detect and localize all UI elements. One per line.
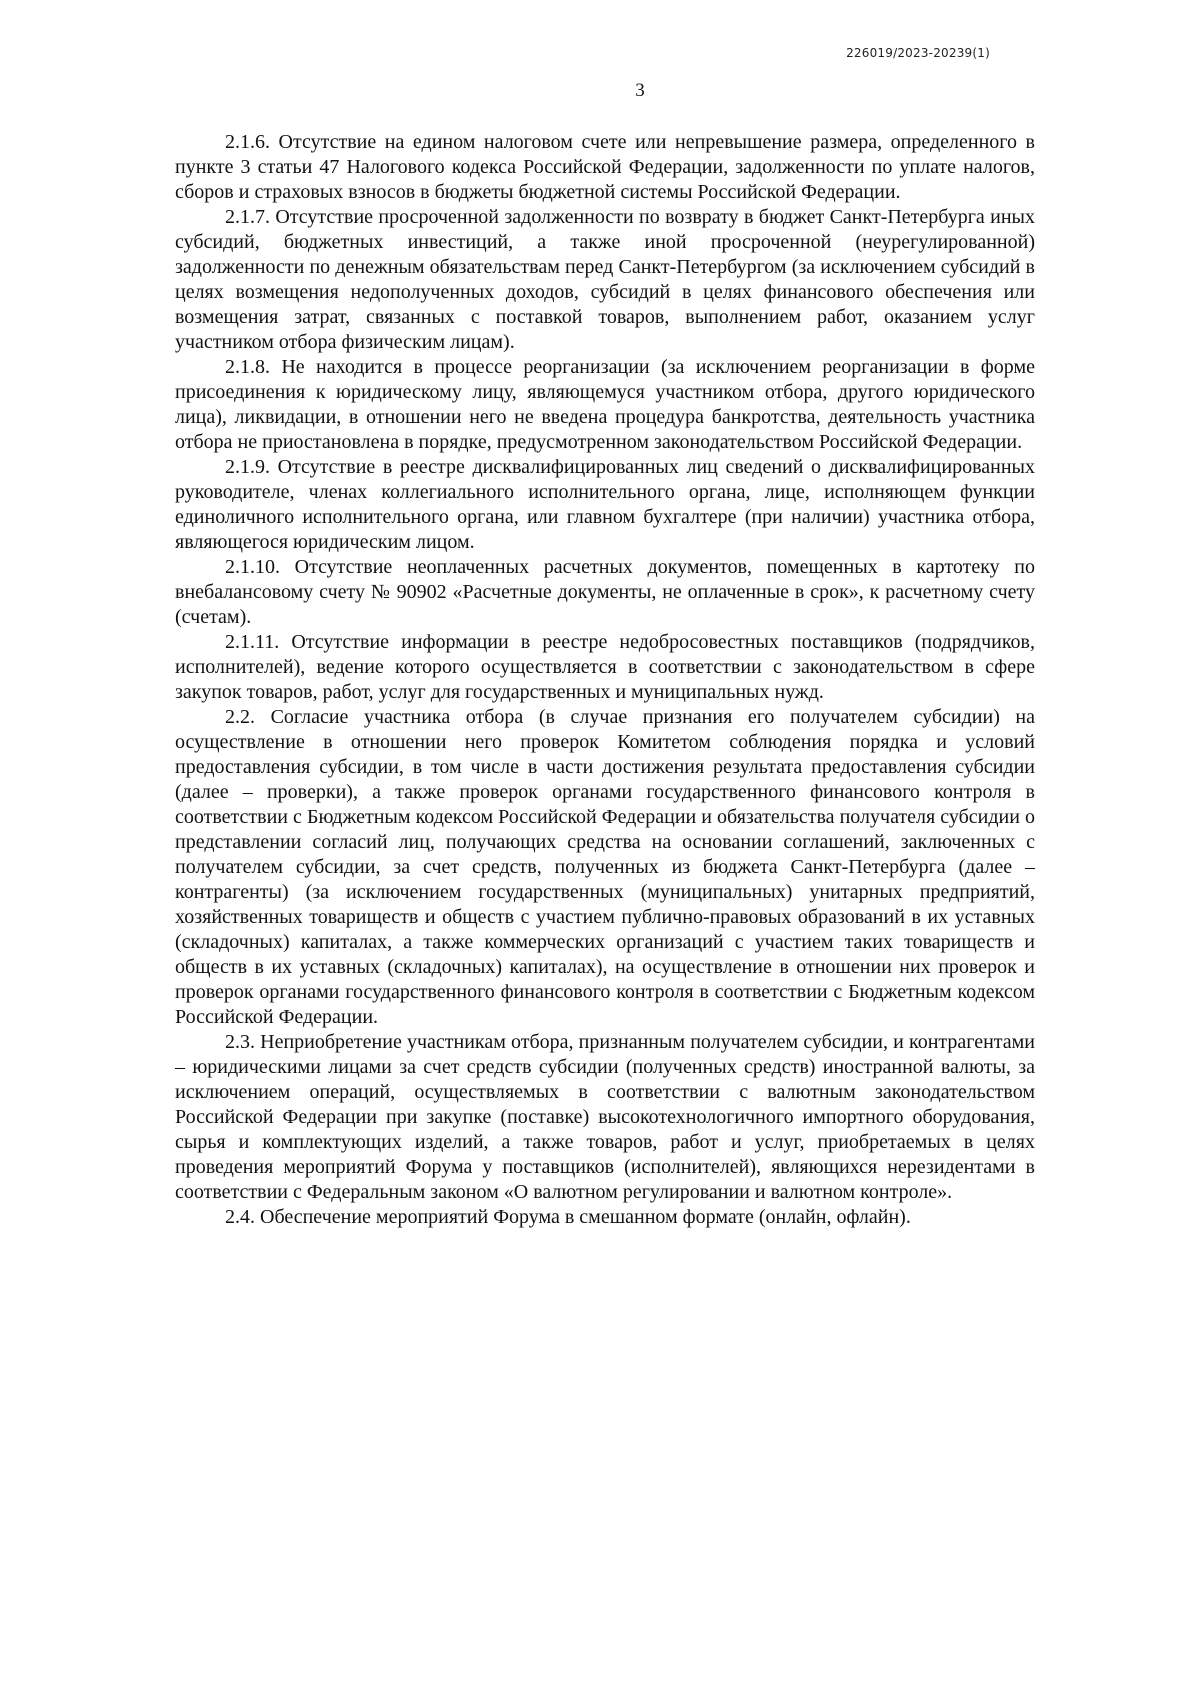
- paragraph-2-1-10: 2.1.10. Отсутствие неоплаченных расчетных документов, помещенных в картотеку по внебалансовому счету № 90902 «Расчетные документы, не оплаченные в срок», к расчетному счету (счетам).: [175, 556, 1035, 628]
- paragraph-2-2: 2.2. Согласие участника отбора (в случае признания его получателем субсидии) на осуществление в отношении него проверок Комитетом соблюдения порядка и условий предоставления субсидии, в том числе в части достижения результата предоставления субсидии (далее – проверки), а также проверок органами государственного финансового контроля в соответствии с Бюджетным кодексом Российской Федерации и обязательства получателя субсидии о представлении согласий лиц, получающих средства на основании соглашений, заключенных с получателем субсидии, за счет средств, полученных из бюджета Санкт-Петербурга (далее – контрагенты) (за исключением государственных (муниципальных) унитарных предприятий, хозяйственных товариществ и обществ с участием публично-правовых образований в их уставных (складочных) капиталах, а также коммерческих организаций с участием таких товариществ и обществ в их уставных (складочных) капиталах), на осуществление в отношении них проверок и проверок органами государственного финансового контроля в соответствии с Бюджетным кодексом Российской Федерации.: [175, 706, 1035, 1028]
- paragraph-2-1-11: 2.1.11. Отсутствие информации в реестре недобросовестных поставщиков (подрядчиков, исполнителей), ведение которого осуществляется в соответствии с законодательством в сфере закупок товаров, работ, услуг для государственных и муниципальных нужд.: [175, 631, 1035, 703]
- paragraph-2-3: 2.3. Неприобретение участникам отбора, признанным получателем субсидии, и контрагентами – юридическими лицами за счет средств субсидии (полученных средств) иностранной валюты, за исключением операций, осуществляемых в соответствии с валютным законодательством Российской Федерации при закупке (поставке) высокотехнологичного импортного оборудования, сырья и комплектующих изделий, а также товаров, работ и услуг, приобретаемых в целях проведения мероприятий Форума у поставщиков (исполнителей), являющихся нерезидентами в соответствии с Федеральным законом «О валютном регулировании и валютном контроле».: [175, 1031, 1035, 1203]
- page-number: 3: [635, 80, 645, 101]
- document-body: [175, 130, 1035, 1230]
- paragraph-2-1-8: 2.1.8. Не находится в процессе реорганизации (за исключением реорганизации в форме присоединения к юридическому лицу, являющемуся участником отбора, другого юридического лица), ликвидации, в отношении него не введена процедура банкротства, деятельность участника отбора не приостановлена в порядке, предусмотренном законодательством Российской Федерации.: [175, 356, 1035, 453]
- paragraph-2-1-9: 2.1.9. Отсутствие в реестре дисквалифицированных лиц сведений о дисквалифицированных руководителе, членах коллегиального исполнительного органа, лице, исполняющем функции единоличного исполнительного органа, или главном бухгалтере (при наличии) участника отбора, являющегося юридическим лицом.: [175, 456, 1035, 553]
- paragraph-2-1-7: 2.1.7. Отсутствие просроченной задолженности по возврату в бюджет Санкт-Петербурга иных субсидий, бюджетных инвестиций, а также иной просроченной (неурегулированной) задолженности по денежным обязательствам перед Санкт-Петербургом (за исключением субсидий в целях возмещения недополученных доходов, субсидий в целях финансового обеспечения или возмещения затрат, связанных с поставкой товаров, выполнением работ, оказанием услуг участником отбора физическим лицам).: [175, 206, 1035, 353]
- paragraph-2-4: 2.4. Обеспечение мероприятий Форума в смешанном формате (онлайн, офлайн).: [225, 1206, 911, 1228]
- document-id: 226019/2023-20239(1): [846, 46, 990, 60]
- paragraph-2-1-6: 2.1.6. Отсутствие на едином налоговом счете или непревышение размера, определенного в пункте 3 статьи 47 Налогового кодекса Российской Федерации, задолженности по уплате налогов, сборов и страховых взносов в бюджеты бюджетной системы Российской Федерации.: [175, 131, 1035, 203]
